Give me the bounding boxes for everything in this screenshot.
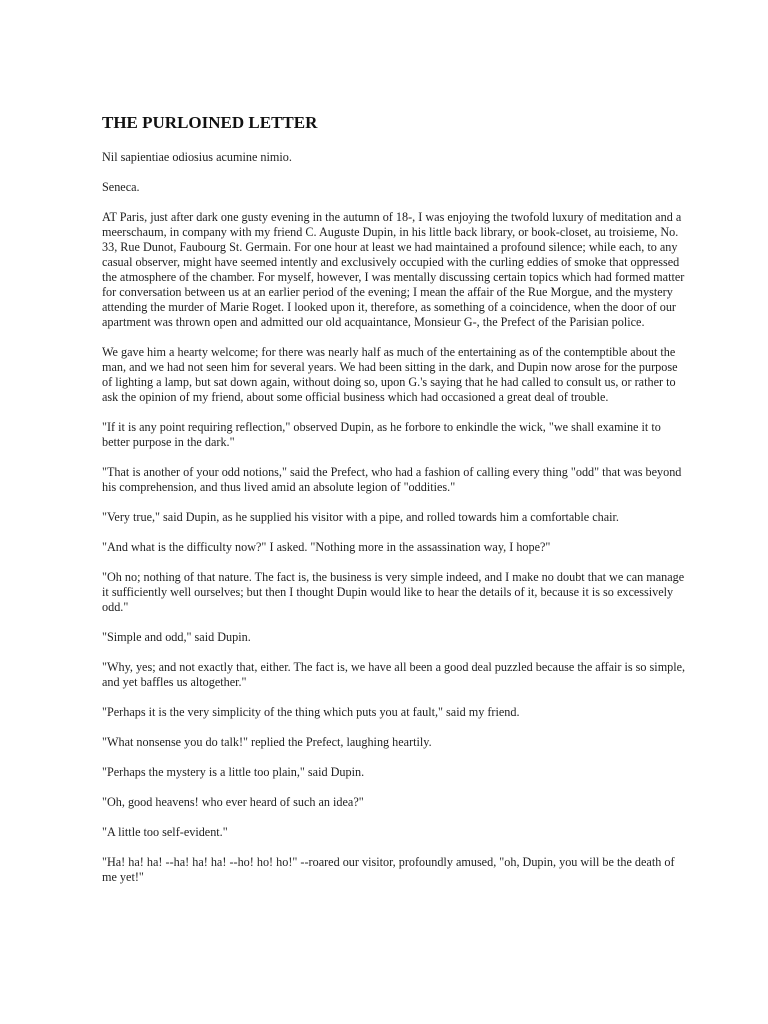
paragraph: "And what is the difficulty now?" I asked. "Nothing more in the assassination way, I hope?" (102, 540, 551, 554)
paragraph: "Simple and odd," said Dupin. (102, 630, 251, 644)
paragraph: "Perhaps the mystery is a little too plain," said Dupin. (102, 765, 365, 779)
paragraph: "Perhaps it is the very simplicity of the thing which puts you at fault," said my friend. (102, 705, 520, 719)
paragraph: "Oh, good heavens! who ever heard of such an idea?" (102, 795, 364, 809)
paragraph: "A little too self-evident." (102, 825, 228, 839)
paragraph: "Why, yes; and not exactly that, either. The fact is, we have all been a good deal puzzled because the affair is so simple, and yet baffles us altogether." (102, 660, 686, 689)
paragraph: "Oh no; nothing of that nature. The fact is, the business is very simple indeed, and I make no doubt that we can manage it sufficiently well ourselves; but then I thought Dupin would like to hear the details of it, because it is so excessively odd." (102, 570, 685, 614)
paragraph: "If it is any point requiring reflection," observed Dupin, as he forbore to enkindle the wick, "we shall examine it to better purpose in the dark." (102, 420, 661, 449)
paragraph: "Ha! ha! ha! --ha! ha! ha! --ho! ho! ho!" --roared our visitor, profoundly amused, "oh, Dupin, you will be the death of me yet!" (102, 855, 675, 884)
paragraph: "That is another of your odd notions," said the Prefect, who had a fashion of calling every thing "odd" that was beyond his comprehension, and thus lived amid an absolute legion of "oddities." (102, 465, 682, 494)
epigraph: Nil sapientiae odiosius acumine nimio. (102, 150, 292, 164)
paragraph: We gave him a hearty welcome; for there was nearly half as much of the entertaining as of the contemptible about the man, and we had not seen him for several years. We had been sitting in the dark, and Dupin now arose for the purpose of lighting a lamp, but sat down again, without doing so, upon G.'s saying that he had called to consult us, or rather to ask the opinion of my friend, about some official business which had occasioned a great deal of trouble. (102, 345, 678, 404)
epigraph-attribution: Seneca. (102, 180, 140, 194)
paragraph: AT Paris, just after dark one gusty evening in the autumn of 18-, I was enjoying the twofold luxury of meditation and a meerschaum, in company with my friend C. Auguste Dupin, in his little back library, or book-closet, au troisieme, No. 33, Rue Dunot, Faubourg St. Germain. For one hour at least we had maintained a profound silence; while each, to any casual observer, might have seemed intently and exclusively occupied with the curling eddies of smoke that oppressed the atmosphere of the chamber. For myself, however, I was mentally discussing certain topics which had formed matter for conversation between us at an earlier period of the evening; I mean the affair of the Rue Morgue, and the mystery attending the murder of Marie Roget. I looked upon it, therefore, as something of a coincidence, when the door of our apartment was thrown open and admitted our old acquaintance, Monsieur G-, the Prefect of the Parisian police. (102, 210, 685, 329)
paragraph: "Very true," said Dupin, as he supplied his visitor with a pipe, and rolled towards him a comfortable chair. (102, 510, 619, 524)
document-page (102, 112, 686, 900)
paragraph: "What nonsense you do talk!" replied the Prefect, laughing heartily. (102, 735, 432, 749)
document-title: THE PURLOINED LETTER (102, 113, 318, 132)
